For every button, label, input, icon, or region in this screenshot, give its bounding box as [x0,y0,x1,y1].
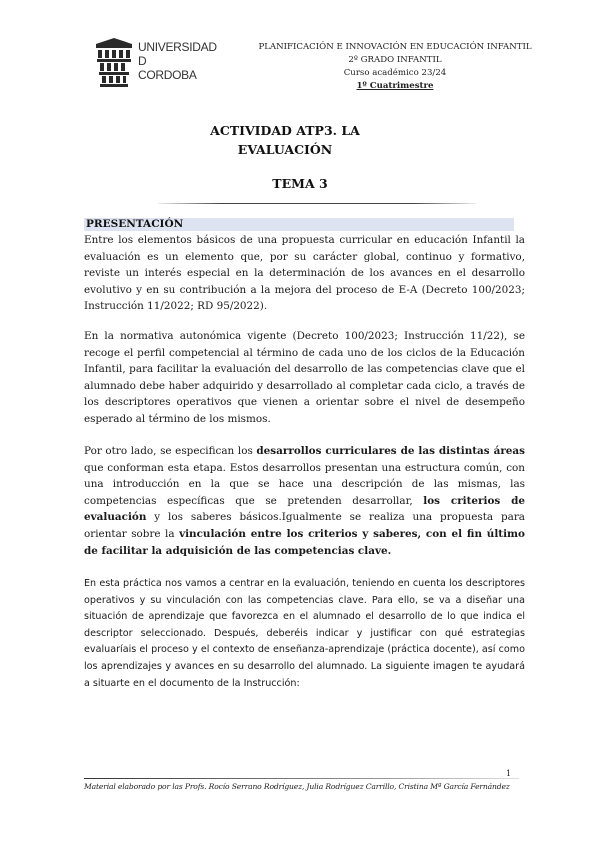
paragraph-2-text: En la normativa autonómica vigente (Decreto 100/2023; Instrucción 11/22), se recoge el perfil competencial al término de cada uno de los ciclos de la Educación Infantil, para facilitar la evaluación del desarrollo de las competencias clave que el alumnado debe haber adquirido y desarrollado al completar cada ciclo, a través de los descriptores operativos que vienen a orientar sobre el nivel de desempeño esperado al término de los mismos. [84,330,525,425]
paragraph-3-text [84,443,525,559]
topic-title: TEMA 3 [272,176,328,191]
paragraph-2 [84,328,525,428]
paragraph-1 [84,232,525,315]
logo-line-3: CORDOBA [138,68,197,82]
activity-title-line-1: ACTIVIDAD ATP3. LA [210,123,360,138]
footer-credits: Material elaborado por las Profs. Rocío Serrano Rodríguez, Julia Rodríguez Carrillo, Cristina Mª García Fernández [84,782,510,791]
activity-title-line-2: EVALUACIÓN [237,142,333,157]
footer-divider [84,778,519,779]
paragraph-3 [84,443,525,559]
paragraph-4 [84,576,525,692]
title-divider [158,203,476,204]
logo-line-1: UNIVERSIDAD [138,40,217,54]
paragraph-3-bold-2: los criterios de evaluación [84,494,525,524]
university-logo [92,36,222,92]
paragraph-4-text: En esta práctica nos vamos a centrar en la evaluación, teniendo en cuenta los descriptores operativos y su vinculación con las competencias clave. Para ello, se va a diseñar una situación de aprendizaje que favorezca en el alumnado el desarrollo de lo que indica el descriptor seleccionado. Después, deberéis indicar y justificar con qué estrategias evaluaríais el proceso y el contexto de enseñanza-aprendizaje (práctica docente), así como los aprendizajes y avances en su desarrollo del alumnado. La siguiente imagen te ayudará a situarte en el documento de la Instrucción: [84,578,525,689]
paragraph-3-part-1: Por otro lado, se especifican los [84,445,257,457]
paragraph-3-part-3: y los saberes básicos.Igualmente se realiza una propuesta para orientar sobre la [84,511,525,540]
section-heading: PRESENTACIÓN [86,218,184,230]
course-name: PLANIFICACIÓN E INNOVACIÓN EN EDUCACIÓN INFANTIL [258,42,532,52]
course-header [236,41,554,93]
university-crest-icon [92,36,136,88]
university-name [138,40,228,82]
activity-title [170,121,400,159]
paragraph-1-text: Entre los elementos básicos de una propuesta curricular en educación Infantil la evaluación es un elemento que, por su carácter global, continuo y formativo, reviste un interés especial en la determinación de los avances en el desarrollo evolutivo y en su contribución a la mejora del proceso de E-A (Decreto 100/2023; Instrucción 11/2022; RD 95/2022). [84,234,525,313]
paragraph-3-bold-1: desarrollos curriculares de las distintas áreas [256,445,525,457]
paragraph-3-part-2: que conforman esta etapa. Estos desarrollos presentan una estructura común, con una introducción en la que se hace una descripción de las mismas, las competencias específicas que se pretenden desarrollar, [84,461,525,507]
course-grade: 2º GRADO INFANTIL [348,55,442,65]
academic-year: Curso académico 23/24 [343,68,447,78]
paragraph-3-bold-3: vinculación entre los criterios y saberes, con el fin último de facilitar la adquisición de las competencias clave. [84,527,525,557]
logo-line-2: D [138,54,147,68]
page-number: 1 [506,769,512,778]
semester: 1º Cuatrimestre [356,81,434,91]
